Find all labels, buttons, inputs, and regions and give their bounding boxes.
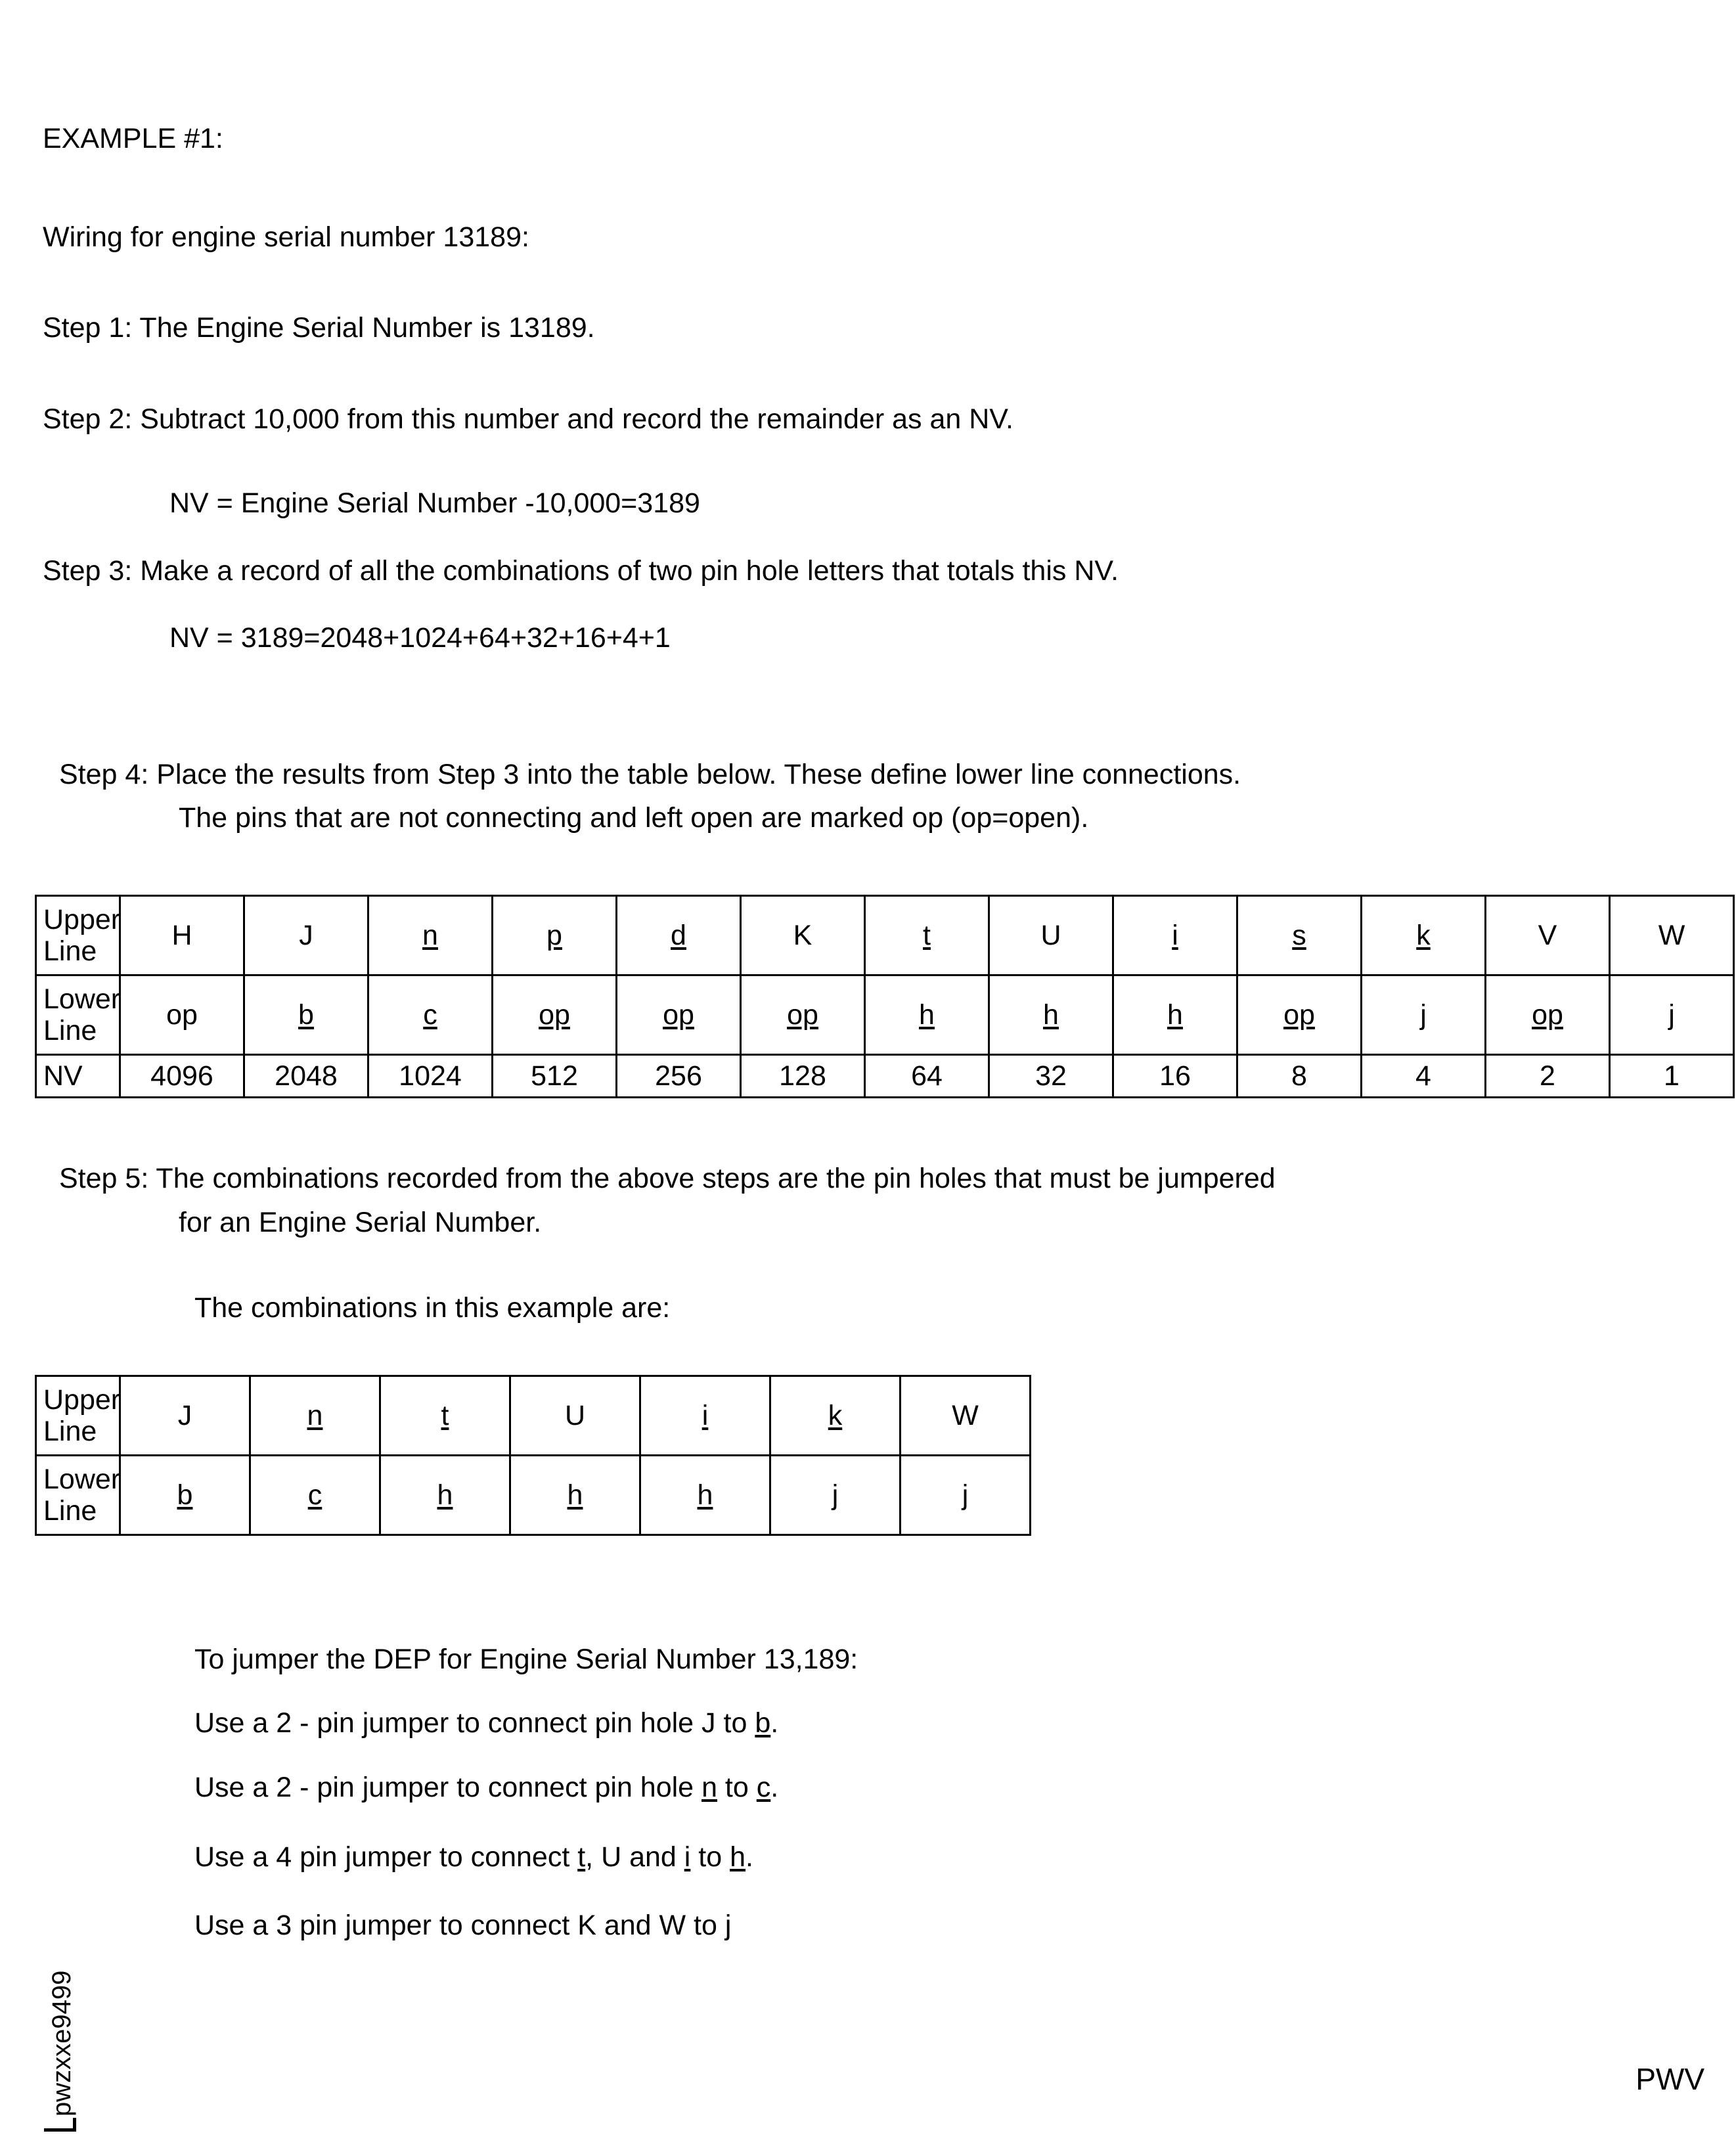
step-4-text-line-1: Step 4: Place the results from Step 3 into the table below. These define lower line connections. <box>59 759 1241 790</box>
cell-lower-6: h <box>865 975 989 1055</box>
cell-lower-12: j <box>1610 975 1734 1055</box>
cell-combo-lower-0: b <box>120 1456 250 1535</box>
cell-nv-3: 512 <box>493 1055 617 1098</box>
cell-upper-6: t <box>865 896 989 975</box>
row-label-upper-line <box>36 896 120 975</box>
cell-lower-3: op <box>493 975 617 1055</box>
cell-nv-4: 256 <box>617 1055 741 1098</box>
cell-lower-1: b <box>244 975 368 1055</box>
table-row-lower-line <box>36 1456 1031 1535</box>
cell-upper-3: p <box>493 896 617 975</box>
row-label-upper-line <box>36 1376 120 1456</box>
row-label-nv-text: NV <box>43 1060 83 1092</box>
intro-line: Wiring for engine serial number 13189: <box>43 221 529 253</box>
cell-nv-6: 64 <box>865 1055 989 1098</box>
cell-nv-1: 2048 <box>244 1055 368 1098</box>
cell-nv-2: 1024 <box>368 1055 493 1098</box>
cell-lower-8: h <box>1113 975 1237 1055</box>
jumper-instruction-line-2: Use a 2 - pin jumper to connect pin hole n to c. <box>194 1772 779 1803</box>
cell-upper-11: V <box>1486 896 1610 975</box>
table-row-nv <box>36 1055 1734 1098</box>
cell-lower-0: op <box>120 975 244 1055</box>
row-label-lower-line <box>36 975 120 1055</box>
cell-nv-12: 1 <box>1610 1055 1734 1098</box>
footer-code: PWV <box>1636 2062 1704 2096</box>
cell-nv-10: 4 <box>1362 1055 1486 1098</box>
jumper-instruction-line-1: Use a 2 - pin jumper to connect pin hole J to b. <box>194 1707 779 1739</box>
cell-combo-upper-5: k <box>770 1376 901 1456</box>
pin-assignment-table <box>35 895 1735 1098</box>
cell-combo-upper-0: J <box>120 1376 250 1456</box>
cell-lower-11: op <box>1486 975 1610 1055</box>
cell-nv-0: 4096 <box>120 1055 244 1098</box>
cell-upper-4: d <box>617 896 741 975</box>
page-title: EXAMPLE #1: <box>43 123 223 154</box>
row-label-lower-line <box>36 1456 120 1535</box>
cell-upper-0: H <box>120 896 244 975</box>
cell-lower-4: op <box>617 975 741 1055</box>
cell-combo-upper-3: U <box>510 1376 640 1456</box>
cell-combo-lower-1: c <box>250 1456 380 1535</box>
combinations-table <box>35 1375 1031 1536</box>
cell-lower-7: h <box>989 975 1113 1055</box>
row-label-lower-line-text: Lower Line <box>43 983 121 1046</box>
step-3-text: Step 3: Make a record of all the combinations of two pin hole letters that totals this NV. <box>43 555 1119 587</box>
cell-combo-upper-6: W <box>901 1376 1031 1456</box>
row-label-upper-line-text: Upper Line <box>43 903 121 967</box>
cell-combo-lower-6: j <box>901 1456 1031 1535</box>
step-5-text-line-1: Step 5: The combinations recorded from the above steps are the pin holes that must be jumpered <box>59 1163 1276 1194</box>
cell-nv-9: 8 <box>1237 1055 1362 1098</box>
jumper-instruction-line-3: Use a 4 pin jumper to connect t, U and i to h. <box>194 1841 753 1873</box>
cell-combo-lower-2: h <box>380 1456 510 1535</box>
step-1-text: Step 1: The Engine Serial Number is 13189. <box>43 312 595 344</box>
cell-combo-lower-3: h <box>510 1456 640 1535</box>
side-mark <box>44 1856 77 2132</box>
cell-upper-9: s <box>1237 896 1362 975</box>
cell-lower-5: op <box>741 975 865 1055</box>
cell-nv-8: 16 <box>1113 1055 1237 1098</box>
cell-combo-lower-4: h <box>640 1456 770 1535</box>
cell-nv-11: 2 <box>1486 1055 1610 1098</box>
cell-lower-9: op <box>1237 975 1362 1055</box>
cell-nv-5: 128 <box>741 1055 865 1098</box>
combinations-intro: The combinations in this example are: <box>194 1292 671 1324</box>
jumper-instructions-title: To jumper the DEP for Engine Serial Number 13,189: <box>194 1644 858 1675</box>
row-label-upper-line-text: Upper Line <box>43 1383 121 1447</box>
cell-lower-2: c <box>368 975 493 1055</box>
cell-upper-8: i <box>1113 896 1237 975</box>
step-2-text: Step 2: Subtract 10,000 from this number and record the remainder as an NV. <box>43 403 1013 435</box>
table-row-upper-line <box>36 896 1734 975</box>
cell-nv-7: 32 <box>989 1055 1113 1098</box>
step-2-formula: NV = Engine Serial Number -10,000=3189 <box>169 487 700 519</box>
cell-upper-10: k <box>1362 896 1486 975</box>
side-mark-text: pwzxxe9499 <box>47 1970 76 2116</box>
cell-combo-upper-4: i <box>640 1376 770 1456</box>
corner-bracket-icon <box>44 2118 76 2132</box>
cell-upper-12: W <box>1610 896 1734 975</box>
cell-combo-lower-5: j <box>770 1456 901 1535</box>
cell-combo-upper-1: n <box>250 1376 380 1456</box>
row-label-nv <box>36 1055 120 1098</box>
cell-upper-2: n <box>368 896 493 975</box>
cell-upper-1: J <box>244 896 368 975</box>
cell-combo-upper-2: t <box>380 1376 510 1456</box>
cell-upper-5: K <box>741 896 865 975</box>
jumper-instruction-line-4: Use a 3 pin jumper to connect K and W to j <box>194 1910 732 1941</box>
cell-lower-10: j <box>1362 975 1486 1055</box>
table-row-upper-line <box>36 1376 1031 1456</box>
cell-upper-7: U <box>989 896 1113 975</box>
row-label-lower-line-text: Lower Line <box>43 1463 121 1527</box>
step-5-text-line-2: for an Engine Serial Number. <box>179 1207 542 1238</box>
table-row-lower-line <box>36 975 1734 1055</box>
step-4-text-line-2: The pins that are not connecting and left open are marked op (op=open). <box>179 802 1089 834</box>
step-3-formula: NV = 3189=2048+1024+64+32+16+4+1 <box>169 622 671 654</box>
